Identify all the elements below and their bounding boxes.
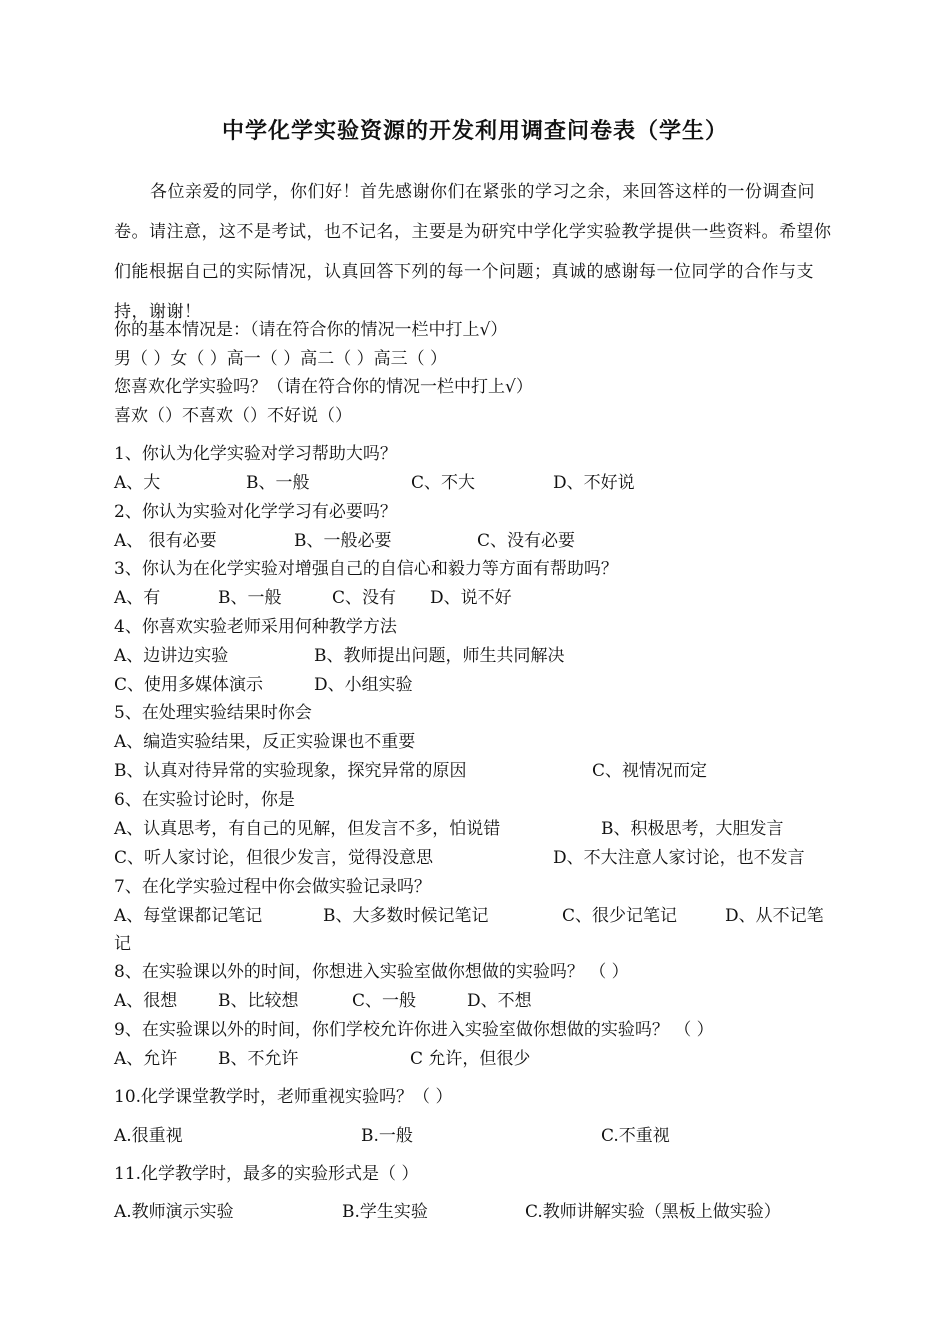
question-9: 9、在实验课以外的时间，你们学校允许你进入实验室做你想做的实验吗？ （ ） <box>114 1020 714 1040</box>
q5-option-a[interactable]: A、编造实验结果，反正实验课也不重要 <box>114 732 416 752</box>
q10-option-c[interactable]: C.不重视 <box>601 1126 670 1146</box>
q1-option-a[interactable]: A、大 <box>114 473 161 493</box>
q3-option-c[interactable]: C、没有 <box>332 588 397 608</box>
question-4: 4、你喜欢实验老师采用何种教学方法 <box>114 617 397 637</box>
question-8: 8、在实验课以外的时间，你想进入实验室做你想做的实验吗？ （ ） <box>114 962 629 982</box>
basic-info-prompt: 你的基本情况是：（请在符合你的情况一栏中打上√） <box>114 320 508 340</box>
q2-option-b[interactable]: B、一般必要 <box>294 531 392 551</box>
q4-option-a[interactable]: A、边讲边实验 <box>114 646 229 666</box>
q6-option-c[interactable]: C、听人家讨论，但很少发言，觉得没意思 <box>114 848 434 868</box>
question-5: 5、在处理实验结果时你会 <box>114 703 312 723</box>
q5-option-c[interactable]: C、视情况而定 <box>592 761 708 781</box>
q9-option-a[interactable]: A、允许 <box>114 1049 178 1069</box>
q5-option-b[interactable]: B、认真对待异常的实验现象，探究异常的原因 <box>114 761 467 781</box>
q7-option-d-wrap: 记 <box>114 934 131 954</box>
q1-option-b[interactable]: B、一般 <box>246 473 310 493</box>
q4-option-b[interactable]: B、教师提出问题，师生共同解决 <box>314 646 565 666</box>
question-11: 11.化学教学时，最多的实验形式是（ ） <box>114 1164 419 1184</box>
q3-option-b[interactable]: B、一般 <box>218 588 282 608</box>
q11-option-c[interactable]: C.教师讲解实验（黑板上做实验） <box>525 1202 781 1222</box>
question-1: 1、你认为化学实验对学习帮助大吗？ <box>114 444 397 464</box>
q6-option-b[interactable]: B、积极思考，大胆发言 <box>601 819 784 839</box>
q9-option-c[interactable]: C 允许，但很少 <box>410 1049 531 1069</box>
question-2: 2、你认为实验对化学学习有必要吗？ <box>114 502 397 522</box>
like-prompt: 您喜欢化学实验吗？（请在符合你的情况一栏中打上√） <box>114 377 533 397</box>
q4-option-d[interactable]: D、小组实验 <box>314 675 413 695</box>
q11-option-b[interactable]: B.学生实验 <box>342 1202 428 1222</box>
question-10: 10.化学课堂教学时，老师重视实验吗？（ ） <box>114 1087 453 1107</box>
q9-option-b[interactable]: B、不允许 <box>218 1049 299 1069</box>
basic-info-options[interactable]: 男（ ）女（ ）高一（ ）高二（ ）高三（ ） <box>114 349 448 369</box>
q3-option-a[interactable]: A、有 <box>114 588 161 608</box>
q8-option-a[interactable]: A、很想 <box>114 991 178 1011</box>
page-title: 中学化学实验资源的开发利用调查问卷表（学生） <box>221 119 728 144</box>
q7-option-b[interactable]: B、大多数时候记笔记 <box>323 906 489 926</box>
q2-option-c[interactable]: C、没有必要 <box>477 531 576 551</box>
q11-option-a[interactable]: A.教师演示实验 <box>114 1202 234 1222</box>
question-3: 3、你认为在化学实验对增强自己的自信心和毅力等方面有帮助吗？ <box>114 559 618 579</box>
q4-option-c[interactable]: C、使用多媒体演示 <box>114 675 264 695</box>
q7-option-a[interactable]: A、每堂课都记笔记 <box>114 906 263 926</box>
q10-option-b[interactable]: B.一般 <box>361 1126 413 1146</box>
q2-option-a[interactable]: A、 很有必要 <box>114 531 217 551</box>
q10-option-a[interactable]: A.很重视 <box>114 1126 183 1146</box>
q8-option-c[interactable]: C、一般 <box>352 991 417 1011</box>
like-options[interactable]: 喜欢（）不喜欢（）不好说（） <box>114 406 352 426</box>
q1-option-c[interactable]: C、不大 <box>411 473 476 493</box>
intro-paragraph: 各位亲爱的同学，你们好！首先感谢你们在紧张的学习之余，来回答这样的一份调查问卷。请注意，这不是考试，也不记名，主要是为研究中学化学实验教学提供一些资料。希望你们能根据自己的实际情况，认真回答下列的每一个问题；真诚的感谢每一位同学的合作与支持，谢谢！ <box>114 182 832 322</box>
q8-option-b[interactable]: B、比较想 <box>218 991 299 1011</box>
q3-option-d[interactable]: D、说不好 <box>430 588 512 608</box>
q1-option-d[interactable]: D、不好说 <box>553 473 635 493</box>
question-6: 6、在实验讨论时，你是 <box>114 790 295 810</box>
q6-option-a[interactable]: A、认真思考，有自己的见解，但发言不多，怕说错 <box>114 819 501 839</box>
question-7: 7、在化学实验过程中你会做实验记录吗？ <box>114 877 431 897</box>
q7-option-d[interactable]: D、从不记笔 <box>725 906 824 926</box>
q8-option-d[interactable]: D、不想 <box>467 991 532 1011</box>
q7-option-c[interactable]: C、很少记笔记 <box>562 906 678 926</box>
q6-option-d[interactable]: D、不大注意人家讨论，也不发言 <box>553 848 805 868</box>
